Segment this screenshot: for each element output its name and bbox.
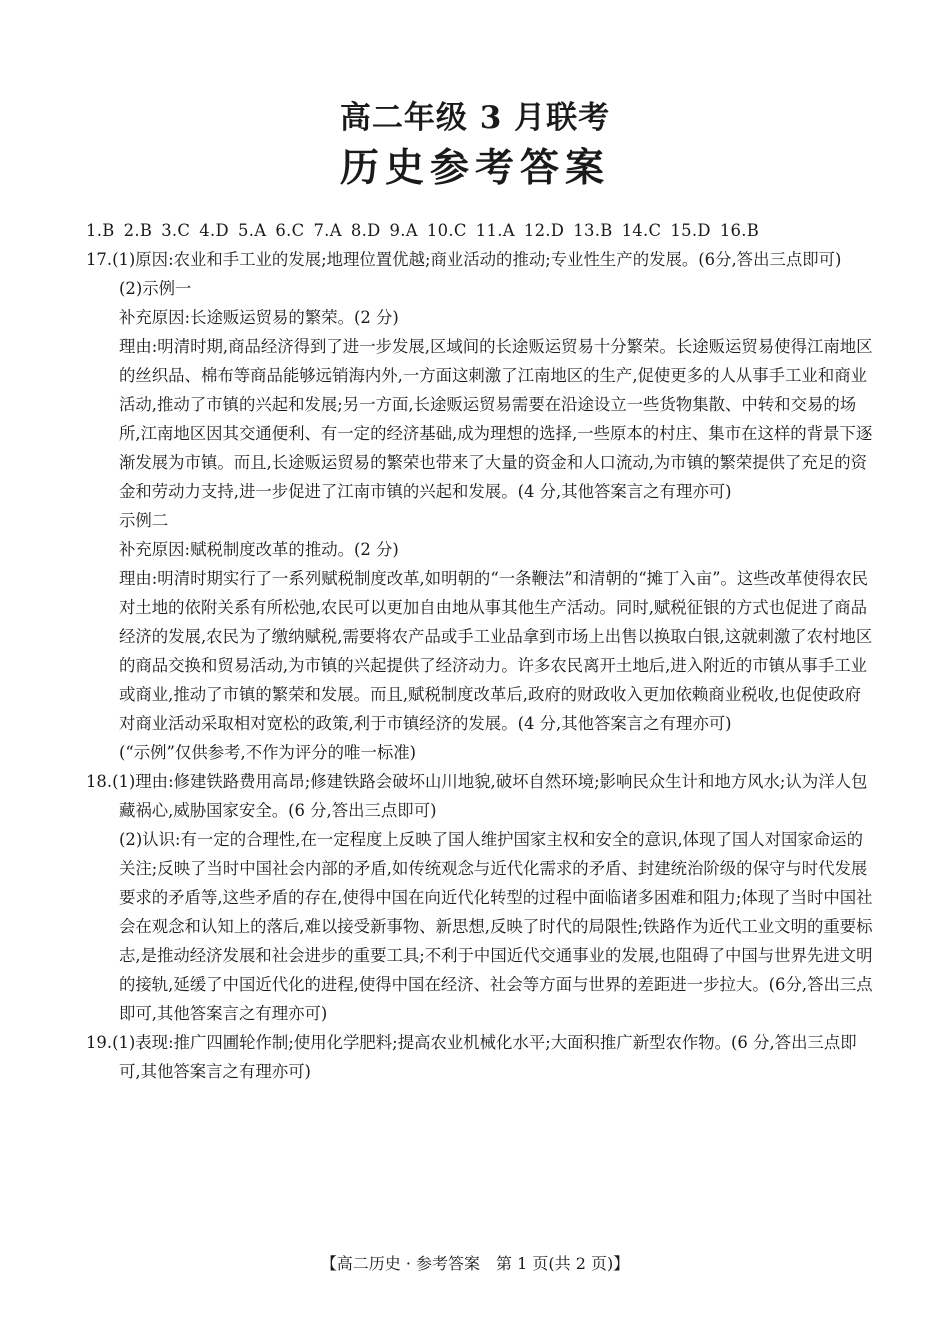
answer-item: 3.C — [161, 221, 191, 240]
q19-part1: 19.(1)表现:推广四圃轮作制;使用化学肥料;提高农业机械化水平;大面积推广新型农作物。(6 分,答出三点即可,其他答案言之有理亦可) — [86, 1033, 857, 1081]
q17-note: (“示例”仅供参考,不作为评分的唯一标准) — [119, 743, 417, 762]
answer-item: 8.D — [350, 221, 381, 240]
page-footer: 【高二历史 · 参考答案 第 1 页(共 2 页)】 — [320, 1254, 630, 1273]
exam-title: 高二年级 3 月联考 — [339, 100, 611, 136]
answer-item: 13.B — [573, 221, 613, 240]
document-title: 历史参考答案 — [339, 145, 610, 191]
answer-item: 1.B — [86, 221, 115, 240]
q18-part1: 18.(1)理由:修建铁路费用高昂;修建铁路会破坏山川地貌,破坏自然环境;影响民众生计和地方风水;认为洋人包藏祸心,威胁国家安全。(6 分,答出三点即可) — [86, 772, 868, 820]
answer-item: 14.C — [621, 221, 662, 240]
q17-part2-label: (2)示例一 — [119, 279, 192, 298]
answer-item: 2.B — [123, 221, 153, 240]
q17-example1-reason: 补充原因:长途贩运贸易的繁荣。(2 分) — [119, 308, 399, 327]
answer-body — [86, 216, 876, 1086]
q18-part2: (2)认识:有一定的合理性,在一定程度上反映了国人维护国家主权和安全的意识,体现了国人对国家命运的关注;反映了当时中国社会内部的矛盾,如传统观念与近代化需求的矛盾、封建统治阶级的保守与时代发展要求的矛盾等,这些矛盾的存在,使得中国在向近代化转型的过程中面临诸多困难和阻力;体现了当时中国社会在观念和认知上的落后,难以接受新事物、新思想,反映了时代的局限性;铁路作为近代工业文明的重要标志,是推动经济发展和社会进步的重要工具;不利于中国近代交通事业的发展,也阻碍了中国与世界先进文明的接轨,延缓了中国近代化的进程,使得中国在经济、社会等方面与世界的差距进一步拉大。(6分,答出三点即可,其他答案言之有理亦可) — [119, 830, 873, 1023]
answer-item: 7.A — [313, 221, 342, 240]
answer-item: 16.B — [719, 221, 760, 240]
answer-item: 12.D — [523, 221, 565, 240]
q17-example1-text: 理由:明清时期,商品经济得到了进一步发展,区域间的长途贩运贸易十分繁荣。长途贩运贸易使得江南地区的丝织品、棉布等商品能够远销海内外,一方面这刺激了江南地区的生产,促使更多的人从事手工业和商业活动,推动了市镇的兴起和发展;另一方面,长途贩运贸易需要在沿途设立一些货物集散、中转和交易的场所,江南地区因其交通便利、有一定的经济基础,成为理想的选择,一些原本的村庄、集市在这样的背景下逐渐发展为市镇。而且,长途贩运贸易的繁荣也带来了大量的资金和人口流动,为市镇的繁荣提供了充足的资金和劳动力支持,进一步促进了江南市镇的兴起和发展。(4 分,其他答案言之有理亦可) — [119, 337, 873, 501]
answer-item: 9.A — [389, 221, 418, 240]
multiple-choice-answers — [86, 216, 876, 245]
q17-part1: 17.(1)原因:农业和手工业的发展;地理位置优越;商业活动的推动;专业性生产的发展。(6分,答出三点即可) — [86, 250, 842, 269]
answer-item: 6.C — [275, 221, 305, 240]
q17-example2-label: 示例二 — [119, 511, 169, 530]
q17-example2-text: 理由:明清时期实行了一系列赋税制度改革,如明朝的“一条鞭法”和清朝的“摊丁入亩”。这些改革使得农民对土地的依附关系有所松弛,农民可以更加自由地从事其他生产活动。同时,赋税征银的方式也促进了商品经济的发展,农民为了缴纳赋税,需要将农产品或手工业品拿到市场上出售以换取白银,这就刺激了农村地区的商品交换和贸易活动,为市镇的兴起提供了经济动力。许多农民离开土地后,进入附近的市镇从事手工业或商业,推动了市镇的繁荣和发展。而且,赋税制度改革后,政府的财政收入更加依赖商业税收,也促使政府对商业活动采取相对宽松的政策,利于市镇经济的发展。(4 分,其他答案言之有理亦可) — [119, 569, 873, 733]
q17-example2-reason: 补充原因:赋税制度改革的推动。(2 分) — [119, 540, 399, 559]
answer-item: 10.C — [426, 221, 467, 240]
answer-item: 5.A — [237, 221, 267, 240]
answer-item: 11.A — [475, 221, 515, 240]
answer-item: 4.D — [199, 221, 229, 240]
answer-item: 15.D — [670, 221, 711, 240]
